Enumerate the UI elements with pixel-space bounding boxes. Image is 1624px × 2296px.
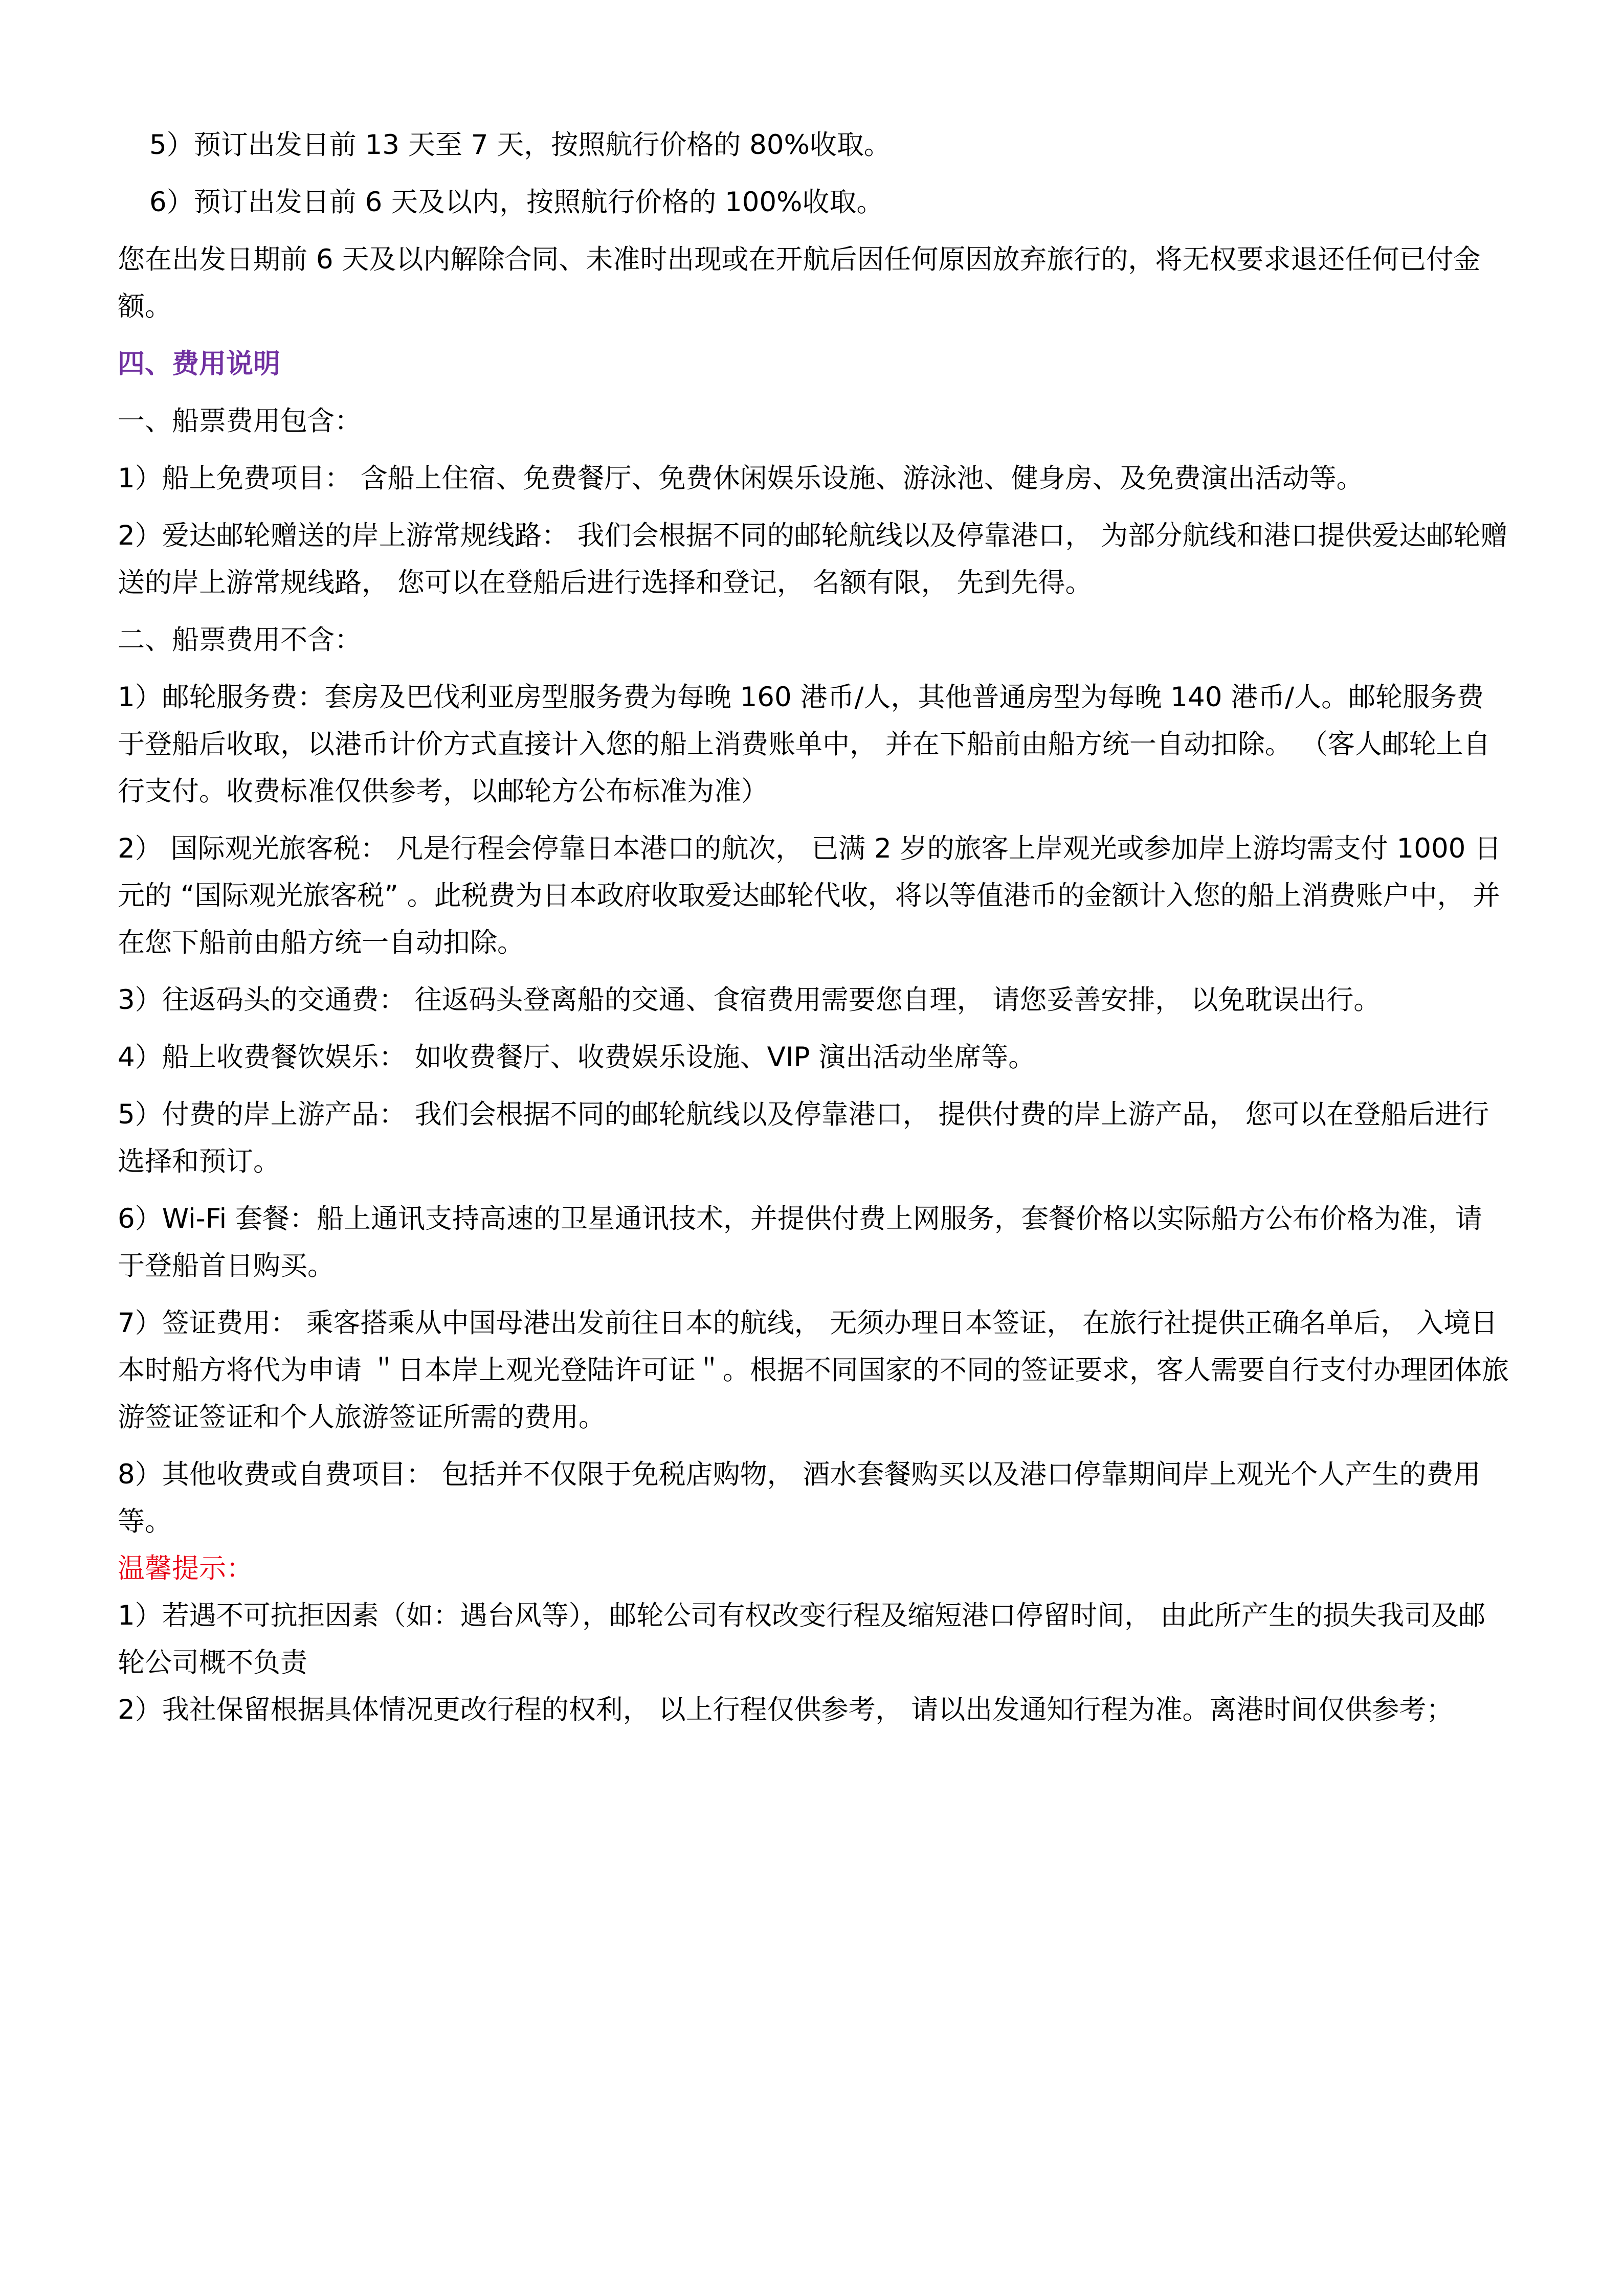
excluded-title: 二、船票费用不含： bbox=[118, 624, 362, 656]
section-heading-fees: 四、费用说明 bbox=[118, 348, 280, 379]
excluded-item-5: 5）付费的岸上游产品： 我们会根据不同的邮轮航线以及停靠港口， 提供付费的岸上游产品， 您可以在登船后进行选择和预订。 bbox=[118, 1099, 1489, 1177]
included-item-1: 1）船上免费项目： 含船上住宿、免费餐厅、免费休闲娱乐设施、游泳池、健身房、及免费演出活动等。 bbox=[118, 463, 1364, 494]
included-item-2: 2）爱达邮轮赠送的岸上游常规线路： 我们会根据不同的邮轮航线以及停靠港口， 为部分航线和港口提供爱达邮轮赠送的岸上游常规线路， 您可以在登船后进行选择和登记， 名额有限， 先到先得。 bbox=[118, 520, 1508, 598]
excluded-item-8: 8）其他收费或自费项目： 包括并不仅限于免税店购物， 酒水套餐购买以及港口停靠期间岸上观光个人产生的费用等。 bbox=[118, 1459, 1481, 1537]
document-page bbox=[118, 122, 1509, 1734]
tip-item-1: 1）若遇不可抗拒因素（如：遇台风等），邮轮公司有权改变行程及缩短港口停留时间， 由此所产生的损失我司及邮轮公司概不负责 bbox=[118, 1600, 1486, 1678]
excluded-item-1: 1）邮轮服务费：套房及巴伐利亚房型服务费为每晚 160 港币/人，其他普通房型为每晚 140 港币/人。邮轮服务费于登船后收取，以港币计价方式直接计入您的船上消费账单中， 并在下船前由船方统一自动扣除。 （客人邮轮上自行支付。收费标准仅供参考，以邮轮方公布标准为准） bbox=[118, 682, 1490, 807]
cancel-rule-6: 6）预订出发日前 6 天及以内，按照航行价格的 100%收取。 bbox=[149, 187, 884, 218]
excluded-item-7: 7）签证费用： 乘客搭乘从中国母港出发前往日本的航线， 无须办理日本签证， 在旅行社提供正确名单后， 入境日本时船方将代为申请 ＂日本岸上观光登陆许可证＂。根据不同国家的不同的签证要求，客人需要自行支付办理团体旅游签证签证和个人旅游签证所需的费用。 bbox=[118, 1308, 1509, 1433]
cancel-rule-5: 5）预订出发日前 13 天至 7 天，按照航行价格的 80%收取。 bbox=[149, 129, 891, 161]
warm-tips-title: 温馨提示： bbox=[118, 1553, 253, 1584]
excluded-item-4: 4）船上收费餐饮娱乐： 如收费餐厅、收费娱乐设施、VIP 演出活动坐席等。 bbox=[118, 1042, 1036, 1073]
excluded-item-2: 2） 国际观光旅客税： 凡是行程会停靠日本港口的航次， 已满 2 岁的旅客上岸观光或参加岸上游均需支付 1000 日元的 “国际观光旅客税” 。此税费为日本政府收取爱达邮轮代收，将以等值港币的金额计入您的船上消费账户中， 并在您下船前由船方统一自动扣除。 bbox=[118, 833, 1502, 958]
included-title: 一、船票费用包含： bbox=[118, 406, 362, 437]
tip-item-2: 2）我社保留根据具体情况更改行程的权利， 以上行程仅供参考， 请以出发通知行程为准。离港时间仅供参考； bbox=[118, 1694, 1454, 1725]
excluded-item-3: 3）往返码头的交通费： 往返码头登离船的交通、食宿费用需要您自理， 请您妥善安排， 以免耽误出行。 bbox=[118, 984, 1381, 1016]
cancel-note: 您在出发日期前 6 天及以内解除合同、未准时出现或在开航后因任何原因放弃旅行的，将无权要求退还任何已付金额。 bbox=[118, 244, 1481, 322]
excluded-item-6: 6）Wi-Fi 套餐：船上通讯支持高速的卫星通讯技术，并提供付费上网服务，套餐价格以实际船方公布价格为准，请于登船首日购买。 bbox=[118, 1203, 1483, 1281]
